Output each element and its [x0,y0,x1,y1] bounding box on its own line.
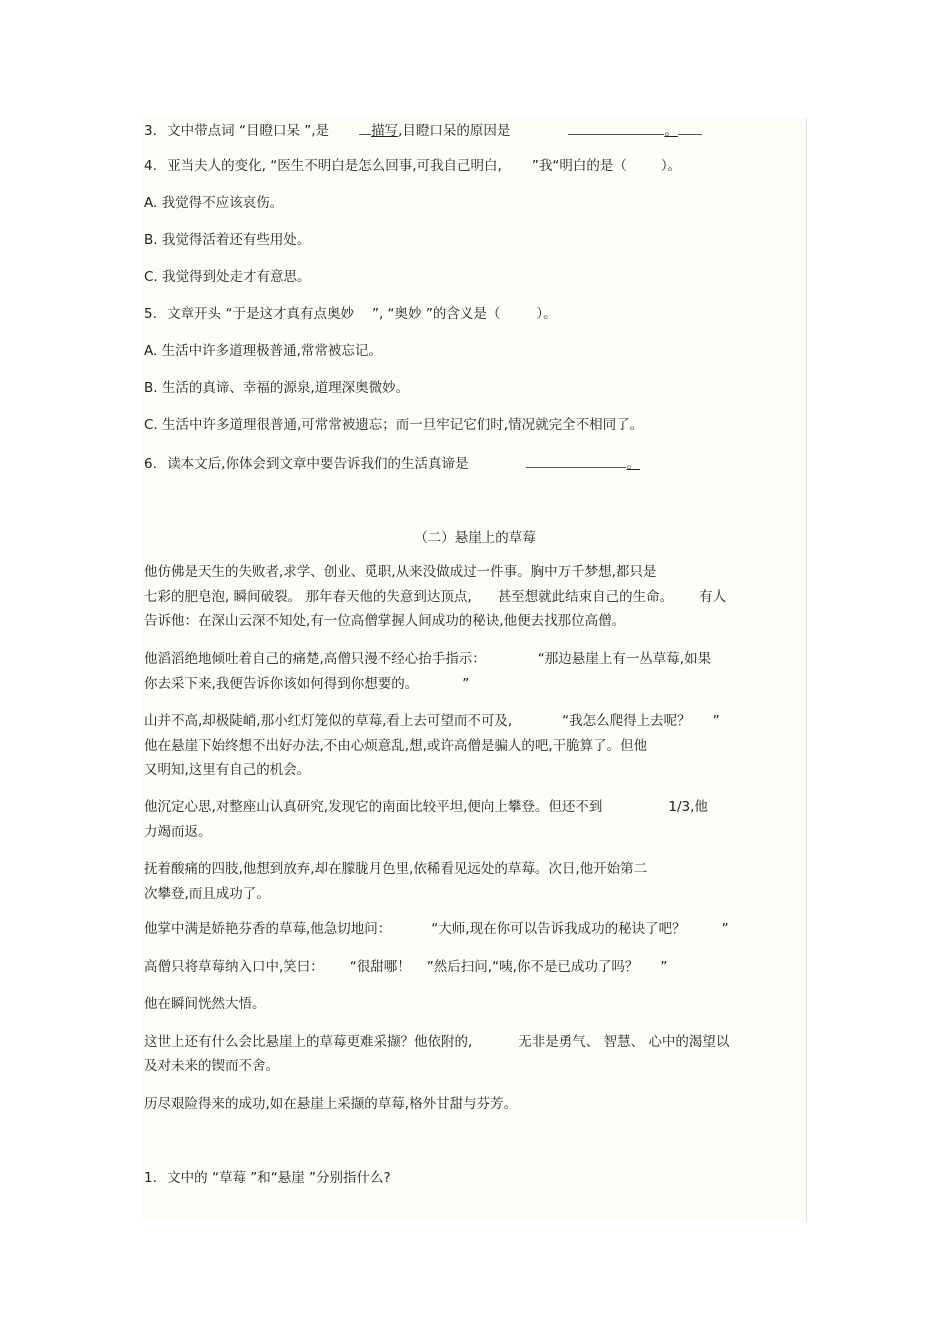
answer-blank[interactable] [359,120,371,135]
q5-option-c[interactable]: C. 生活中许多道理很普通,可常常被遗忘；而一旦牢记它们时,情况就完全不相同了。 [144,417,644,433]
answer-blank[interactable] [526,453,626,468]
question-3: 3. 文中带点词 “目瞪口呆 ”,是 描写,目瞪口呆的原因是 。 [144,120,702,140]
paragraph-1-line: 告诉他：在深山云深不知处,有一位高僧掌握人间成功的秘诀,他便去找那位高僧。 [144,613,626,629]
paragraph-9-line: 及对未来的锲而不舍。 [144,1058,279,1074]
paragraph-5-line: 次攀登,而且成功了。 [144,886,270,902]
question-6: 6. 读本文后,你体会到文章中要告诉我们的生活真谛是 。 [144,453,640,473]
answer-blank[interactable] [568,120,664,135]
q4-option-c[interactable]: C. 我觉得到处走才有意思。 [144,269,311,285]
paragraph-3-line: 山并不高,却极陡峭,那小红灯笼似的草莓,看上去可望而不可及, “我怎么爬得上去呢？ ” [144,713,720,729]
paragraph-6-line: 他掌中满是娇艳芬香的草莓,他急切地问： “大师,现在你可以告诉我成功的秘诀了吧？ ” [144,921,729,937]
q5-option-b[interactable]: B. 生活的真谛、幸福的源泉,道理深奥微妙。 [144,380,410,396]
paragraph-10-line: 历尽艰险得来的成功,如在悬崖上采撷的草莓,格外甘甜与芬芳。 [144,1096,518,1112]
paragraph-1-line: 七彩的肥皂泡, 瞬间破裂。 那年春天他的失意到达顶点, 甚至想就此结束自己的生命。 有人 [144,589,727,605]
paragraph-2-line: 他滔滔绝地倾吐着自己的痛楚,高僧只漫不经心抬手指示： “那边悬崖上有一丛草莓,如果 [144,651,712,667]
paragraph-9-line: 这世上还有什么会比悬崖上的草莓更难采撷？他依附的, 无非是勇气、 智慧、 心中的渴望以 [144,1034,730,1050]
q4-option-a[interactable]: A. 我觉得不应该哀伤。 [144,195,284,211]
q5-option-a[interactable]: A. 生活中许多道理极普通,常常被忘记。 [144,343,382,359]
paragraph-2-line: 你去采下来,我便告诉你该如何得到你想要的。 ” [144,676,470,692]
paragraph-7-line: 高僧只将草莓纳入口中,笑曰： “很甜哪！ ”然后扫问,“咦,你不是已成功了吗？ ” [144,959,668,975]
question-5: 5. 文章开头 “于是这才真有点奥妙 ”, “奥妙 ”的含义是（ ）。 [144,306,557,322]
paragraph-1-line: 他仿佛是天生的失败者,求学、创业、觅职,从来没做成过一件事。胸中万千梦想,都只是 [144,564,657,580]
article-title: （二）悬崖上的草莓 [414,530,536,546]
paragraph-3-line: 又明知,这里有自己的机会。 [144,762,311,778]
question-part2-1: 1. 文中的 “草莓 ”和“悬崖 ”分别指什么? [144,1170,391,1186]
paragraph-5-line: 抚着酸痛的四肢,他想到放弃,却在朦胧月色里,依稀看见远处的草莓。次日,他开始第二 [144,861,648,877]
q4-option-b[interactable]: B. 我觉得活着还有些用处。 [144,232,311,248]
paragraph-8-line: 他在瞬间恍然大悟。 [144,996,266,1012]
paragraph-3-line: 他在悬崖下始终想不出好办法,不由心烦意乱,想,或许高僧是骗人的吧,干脆算了。但他 [144,738,648,754]
question-4: 4. 亚当夫人的变化, “医生不明白是怎么回事,可我自己明白, ”我“明白的是（ ）。 [144,158,682,174]
paragraph-4-line: 力竭而返。 [144,824,212,840]
paragraph-4-line: 他沉定心思,对整座山认真研究,发现它的南面比较平坦,便向上攀登。但还不到 1/3,他 [144,799,708,815]
